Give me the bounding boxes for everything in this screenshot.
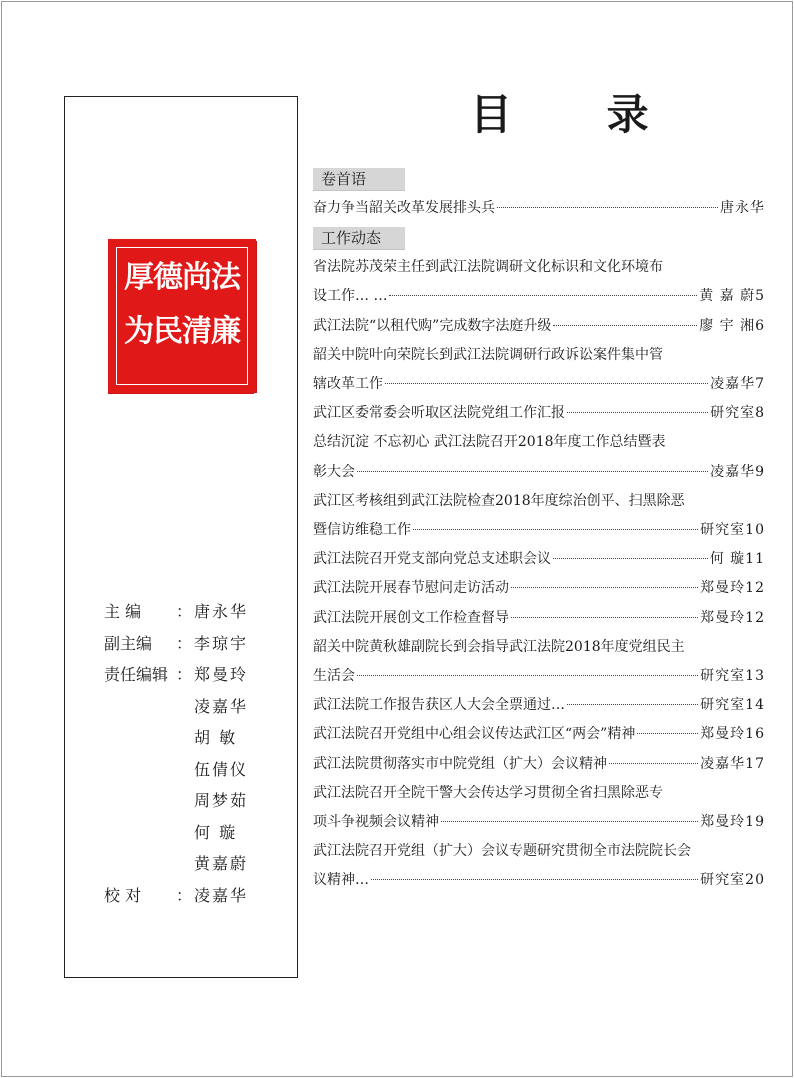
toc-entry-author-page: 郑曼玲12 (700, 580, 765, 597)
toc-entry[interactable] (313, 578, 765, 598)
leader-dots (497, 206, 718, 208)
staff-colon: ： (176, 633, 193, 653)
toc-entry-author-page: 郑曼玲12 (700, 609, 765, 626)
staff-row (104, 659, 294, 691)
toc-entry-author-page: 研究室10 (700, 522, 765, 538)
toc-entry-title: 武江区委常委会听取区法院党组工作汇报 (313, 405, 565, 422)
toc-entry-author-page: 凌嘉华9 (710, 463, 765, 480)
toc-entry-title: 武江法院工作报告获区人大会全票通过… (313, 697, 565, 714)
toc-entry-title: 武江法院开展创文工作检查督导 (313, 609, 509, 626)
toc-entry[interactable] (313, 286, 765, 306)
toc-entry-title-line[interactable]: 韶关中院黄秋雄副院长到会指导武江法院2018年度党组民主 (313, 638, 685, 655)
toc-entry-author-page: 唐永华 (720, 200, 765, 216)
leader-dots (567, 411, 708, 413)
staff-row (104, 785, 294, 817)
staff-name: 伍倩仪 (194, 759, 249, 779)
toc-entry-title: 彰大会 (313, 463, 355, 480)
toc-entry[interactable] (313, 695, 765, 715)
toc-entry-author-page: 凌嘉华17 (700, 755, 765, 772)
staff-name: 李琼宇 (194, 633, 249, 653)
toc-entry-title: 生活会 (313, 668, 355, 684)
toc-entry-title: 暨信访维稳工作 (313, 522, 411, 538)
staff-row (104, 628, 294, 660)
toc-entry-title: 辖改革工作 (313, 376, 383, 392)
staff-name: 郑曼玲 (194, 665, 249, 684)
toc-entry[interactable] (313, 724, 765, 744)
toc-entry-title: 武江法院召开党组中心组会议传达武江区“两会”精神 (313, 726, 636, 743)
staff-row (104, 754, 294, 786)
toc-entry-title: 议精神… (313, 872, 369, 889)
toc-entry-title: 项斗争视频会议精神 (313, 814, 439, 830)
leader-dots (413, 528, 698, 530)
toc-entry-title-line[interactable]: 总结沉淀 不忘初心 武江法院召开2018年度工作总结暨表 (313, 434, 666, 451)
leader-dots (511, 616, 698, 618)
toc-entry-title: 武江法院“以租代购”完成数字法庭升级 (313, 317, 552, 334)
toc-entry[interactable] (313, 316, 765, 336)
leader-dots (553, 557, 708, 559)
toc-entry-title: 武江法院开展春节慰问走访活动 (313, 580, 509, 597)
emblem-seal (109, 240, 255, 392)
leader-dots (371, 878, 698, 880)
toc-entry-author-page: 黄 嘉 蔚5 (699, 288, 765, 305)
toc-entry-author-page: 郑曼玲16 (700, 726, 765, 743)
staff-row (104, 722, 294, 754)
staff-name: 胡 敏 (194, 728, 238, 747)
toc-entry[interactable] (313, 666, 765, 686)
staff-row (104, 691, 294, 723)
toc-entry-title-line[interactable]: 武江法院召开党组（扩大）会议专题研究贯彻全市法院院长会 (313, 843, 691, 860)
toc-entry-title-line[interactable]: 武江法院召开全院干警大会传达学习贯彻全省扫黑除恶专 (313, 784, 663, 801)
staff-role-label: 副主编 (104, 633, 153, 653)
staff-row (104, 817, 294, 849)
staff-name: 凌嘉华 (194, 885, 249, 905)
toc-entry[interactable] (313, 198, 765, 218)
toc-entry-author-page: 研究室8 (710, 405, 765, 422)
leader-dots (609, 762, 698, 764)
leader-dots (441, 820, 698, 822)
staff-row (104, 596, 294, 628)
toc-entry[interactable] (313, 520, 765, 540)
toc-entry[interactable] (313, 812, 765, 832)
staff-colon: ： (176, 665, 193, 684)
staff-role-label: 主 编 (104, 602, 142, 621)
toc-entry-title-line[interactable]: 武江区考核组到武江法院检查2018年度综治创平、扫黑除恶 (313, 492, 685, 509)
staff-name: 唐永华 (194, 602, 249, 621)
staff-role-label: 校 对 (104, 885, 142, 905)
leader-dots (511, 586, 698, 588)
leader-dots (357, 674, 698, 676)
staff-colon: ： (176, 885, 193, 905)
section-heading: 工作动态 (313, 227, 405, 250)
toc-entry-title: 奋力争当韶关改革发展排头兵 (313, 200, 495, 216)
toc-entry-author-page: 廖 宇 湘6 (699, 317, 765, 334)
leader-dots (637, 732, 698, 734)
section-heading: 卷首语 (313, 168, 405, 191)
toc-entry[interactable] (313, 549, 765, 569)
toc-entry-title-line[interactable]: 省法院苏茂荣主任到武江法院调研文化标识和文化环境布 (313, 259, 663, 276)
toc-entry-author-page: 何 璇11 (709, 551, 765, 568)
toc-entry-title: 设工作… … (313, 288, 388, 305)
staff-name: 凌嘉华 (194, 696, 249, 716)
toc-entry[interactable] (313, 608, 765, 628)
editorial-staff-list (104, 596, 294, 911)
leader-dots (567, 703, 698, 705)
toc-entry-author-page: 研究室20 (700, 872, 765, 889)
toc-entry[interactable] (313, 462, 765, 482)
toc-entry-title: 武江法院贯彻落实市中院党组（扩大）会议精神 (313, 755, 607, 772)
toc-entry[interactable] (313, 754, 765, 774)
toc-entry-title-line[interactable]: 韶关中院叶向荣院长到武江法院调研行政诉讼案件集中管 (313, 346, 663, 363)
page-title: 目 录 (470, 90, 689, 139)
toc-entry[interactable] (313, 870, 765, 890)
staff-name: 周梦茹 (194, 791, 249, 810)
staff-name: 何 璇 (194, 822, 238, 842)
leader-dots (385, 382, 708, 384)
staff-row (104, 880, 294, 912)
staff-role-label: 责任编辑 (104, 665, 169, 684)
toc-entry[interactable] (313, 403, 765, 423)
toc-entry-author-page: 郑曼玲19 (700, 814, 765, 830)
leader-dots (553, 324, 697, 326)
staff-name: 黄嘉蔚 (194, 854, 249, 873)
staff-colon: ： (176, 602, 193, 621)
toc-entry[interactable] (313, 374, 765, 394)
toc-entry-author-page: 凌嘉华7 (710, 376, 765, 392)
leader-dots (389, 294, 697, 296)
toc-entry-author-page: 研究室13 (700, 668, 765, 684)
staff-row (104, 848, 294, 880)
toc-entry-title: 武江法院召开党支部向党总支述职会议 (313, 551, 551, 568)
emblem-line-1: 厚德尚法 (124, 260, 240, 295)
leader-dots (357, 470, 708, 472)
toc-entry-author-page: 研究室14 (700, 697, 765, 714)
emblem-line-2: 为民清廉 (124, 314, 240, 349)
